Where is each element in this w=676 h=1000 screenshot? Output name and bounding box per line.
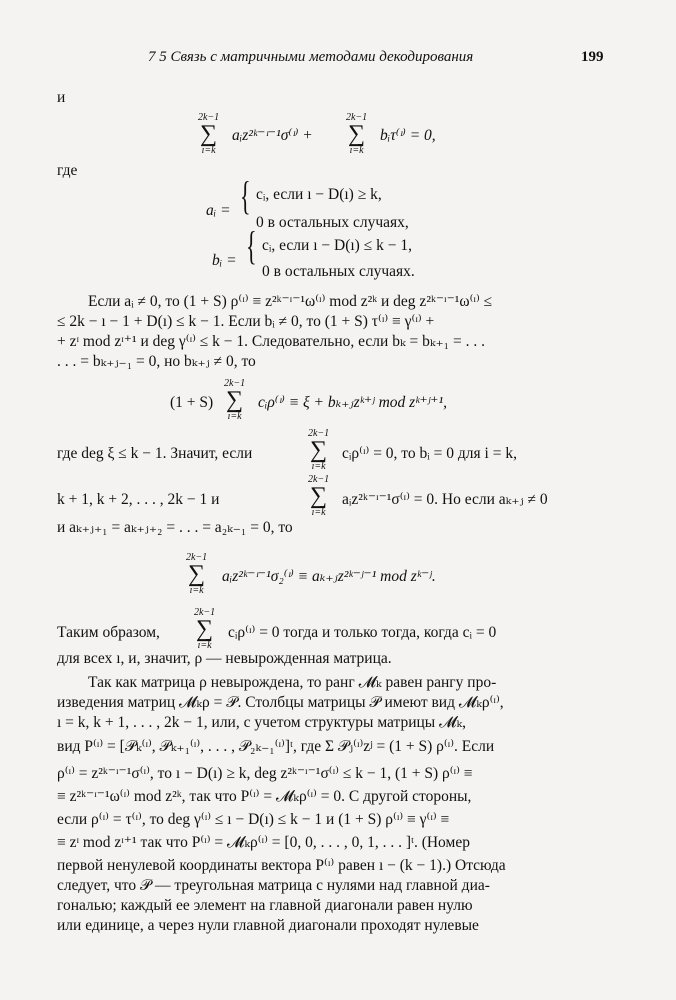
- paragraph-line: ≡ zᶦ mod zᶦ⁺¹ так что P⁽ᶦ⁾ = 𝓜ₖρ⁽ᶦ⁾ = [0, 0, . . . , 0, 1, . . . ]ᵗ. (Номер: [57, 834, 470, 851]
- paragraph-line: вид P⁽ᶦ⁾ = [𝒫ₖ⁽ᶦ⁾, 𝒫ₖ₊₁⁽ᶦ⁾, . . . , 𝒫₂ₖ₋₁⁽ᶦ⁾]ᵗ, где Σ 𝒫ⱼ⁽ᶦ⁾zʲ = (1 + S) ρ⁽ᶦ⁾. Если: [57, 738, 495, 755]
- paragraph-line: если ρ⁽ᶦ⁾ = τ⁽ᶦ⁾, то deg γ⁽ᶦ⁾ ≤ ı − D(ı) ≤ k − 1 и (1 + S) ρ⁽ᶦ⁾ ≡ γ⁽ᶦ⁾ ≡: [57, 811, 450, 828]
- paragraph-line: первой ненулевой координаты вектора P⁽ᶦ⁾ равен ı − (k − 1).) Отсюда: [57, 857, 506, 874]
- sum-lower: ı=k: [197, 640, 212, 651]
- paragraph-line: или единице, а через нули главной диагонали проходят нулевые: [57, 917, 479, 934]
- sum-upper: 2k−1: [198, 112, 220, 123]
- sum-upper: 2k−1: [194, 607, 216, 618]
- paragraph-line: . . . = bₖ₊ⱼ₋₁ = 0, но bₖ₊ⱼ ≠ 0, то: [57, 353, 256, 370]
- equation-2-left: (1 + S): [170, 394, 214, 411]
- sum-lower: ı=k: [227, 411, 242, 422]
- word-where: где: [57, 162, 78, 179]
- paragraph-line: изведения матриц 𝓜ₖρ = 𝒫. Столбцы матрицы 𝒫 имеют вид 𝓜ₖρ⁽ᶦ⁾,: [57, 694, 504, 711]
- running-header: 7 5 Связь с матричными методами декодирования: [148, 49, 474, 65]
- left-brace: {: [240, 173, 251, 218]
- equation-1-right: bᵢτ⁽ᶦ⁾ = 0,: [380, 127, 436, 144]
- sum-lower: ı=k: [311, 461, 326, 472]
- sigma-glyph: ∑: [348, 121, 366, 147]
- paragraph-line: ρ⁽ᶦ⁾ = z²ᵏ⁻ᶦ⁻¹σ⁽ᶦ⁾, то ı − D(ı) ≥ k, deg z²ᵏ⁻ᶦ⁻¹σ⁽ᶦ⁾ ≤ k − 1, (1 + S) ρ⁽ᶦ⁾ ≡: [57, 765, 473, 782]
- left-brace: {: [246, 223, 257, 268]
- sum-symbol: [308, 474, 329, 518]
- sigma-glyph: ∑: [196, 616, 214, 642]
- sigma-glyph: ∑: [226, 387, 244, 413]
- sum-upper: 2k−1: [186, 552, 208, 563]
- b-case-1: cᵢ, если ı − D(ı) ≤ k − 1,: [262, 237, 412, 254]
- paragraph-line: ı = k, k + 1, . . . , 2k − 1, или, с учетом структуры матрицы 𝓜ₖ,: [57, 714, 466, 731]
- sum-symbol: [194, 607, 215, 651]
- paragraph-line: ≡ z²ᵏ⁻ᶦ⁻¹ω⁽ᶦ⁾ mod z²ᵏ, так что P⁽ᶦ⁾ = 𝓜ₖρ⁽ᶦ⁾ = 0. С другой стороны,: [57, 788, 472, 805]
- sum-symbol: [308, 428, 329, 472]
- sum-lower: ı=k: [201, 145, 216, 156]
- paragraph-line: cᵢρ⁽ᶦ⁾ = 0, то bᵢ = 0 для i = k,: [342, 445, 517, 462]
- sum-lower: ı=k: [189, 585, 204, 596]
- a-case-2: 0 в остальных случаях,: [256, 214, 409, 231]
- sum-upper: 2k−1: [346, 112, 368, 123]
- sum-lower: ı=k: [311, 507, 326, 518]
- sum-symbol: [198, 112, 219, 156]
- a-case-1: cᵢ, если ı − D(ı) ≥ k,: [256, 186, 382, 203]
- equation-1-left: aᵢz²ᵏ⁻ᶦ⁻¹σ⁽ᶦ⁾ +: [232, 127, 313, 144]
- sum-symbol: [346, 112, 367, 156]
- paragraph-line: следует, что 𝒫 — треугольная матрица с нулями над главной диа-: [57, 877, 490, 894]
- sigma-glyph: ∑: [310, 483, 328, 509]
- sigma-glyph: ∑: [188, 561, 206, 587]
- paragraph-line: гональю; каждый ее элемент на главной диагонали равен нулю: [57, 897, 473, 914]
- b-case-2: 0 в остальных случаях.: [262, 263, 415, 280]
- paragraph-line: ≤ 2k − ı − 1 + D(ı) ≤ k − 1. Если bᵢ ≠ 0, то (1 + S) τ⁽ᶦ⁾ ≡ γ⁽ᶦ⁾ +: [57, 313, 435, 330]
- paragraph-line: cᵢρ⁽ᶦ⁾ = 0 тогда и только тогда, когда cᵢ = 0: [228, 624, 497, 641]
- sum-upper: 2k−1: [224, 378, 246, 389]
- sum-upper: 2k−1: [308, 474, 330, 485]
- paragraph-line: k + 1, k + 2, . . . , 2k − 1 и: [57, 491, 220, 508]
- paragraph-line: и aₖ₊ⱼ₊₁ = aₖ₊ⱼ₊₂ = . . . = a₂ₖ₋₁ = 0, то: [57, 519, 293, 536]
- sum-symbol: [186, 552, 207, 596]
- word-and: и: [57, 89, 66, 106]
- paragraph-line: aᵢz²ᵏ⁻ᶦ⁻¹σ⁽ᶦ⁾ = 0. Но если aₖ₊ⱼ ≠ 0: [342, 491, 548, 508]
- sum-symbol: [224, 378, 245, 422]
- paragraph-line: Таким образом,: [57, 624, 160, 641]
- sigma-glyph: ∑: [200, 121, 218, 147]
- paragraph-line: Так как матрица ρ невырождена, то ранг 𝓜ₖ равен рангу про-: [88, 674, 497, 691]
- sigma-glyph: ∑: [310, 437, 328, 463]
- paragraph-line: + zᶦ mod zᶦ⁺¹ и deg γ⁽ᶦ⁾ ≤ k − 1. Следовательно, если bₖ = bₖ₊₁ = . . .: [57, 333, 485, 350]
- paragraph-line: Если aᵢ ≠ 0, то (1 + S) ρ⁽ᶦ⁾ ≡ z²ᵏ⁻ᶦ⁻¹ω⁽ᶦ⁾ mod z²ᵏ и deg z²ᵏ⁻ᶦ⁻¹ω⁽ᶦ⁾ ≤: [88, 293, 493, 310]
- equation-3-right: aᵢz²ᵏ⁻ᶦ⁻¹σ₂⁽ᶦ⁾ ≡ aₖ₊ⱼz²ᵏ⁻ʲ⁻¹ mod zᵏ⁻ʲ.: [222, 568, 436, 585]
- equation-2-right: cᵢρ⁽ᶦ⁾ ≡ ξ + bₖ₊ⱼzᵏ⁺ʲ mod zᵏ⁺ʲ⁺¹,: [258, 394, 447, 411]
- page-number: 199: [581, 49, 604, 65]
- paragraph-line: где deg ξ ≤ k − 1. Значит, если: [57, 445, 253, 462]
- b-lhs: bᵢ =: [212, 252, 237, 269]
- a-lhs: aᵢ =: [206, 202, 231, 219]
- sum-upper: 2k−1: [308, 428, 330, 439]
- sum-lower: ı=k: [349, 145, 364, 156]
- paragraph-line: для всех ı, и, значит, ρ — невырожденная матрица.: [57, 650, 392, 667]
